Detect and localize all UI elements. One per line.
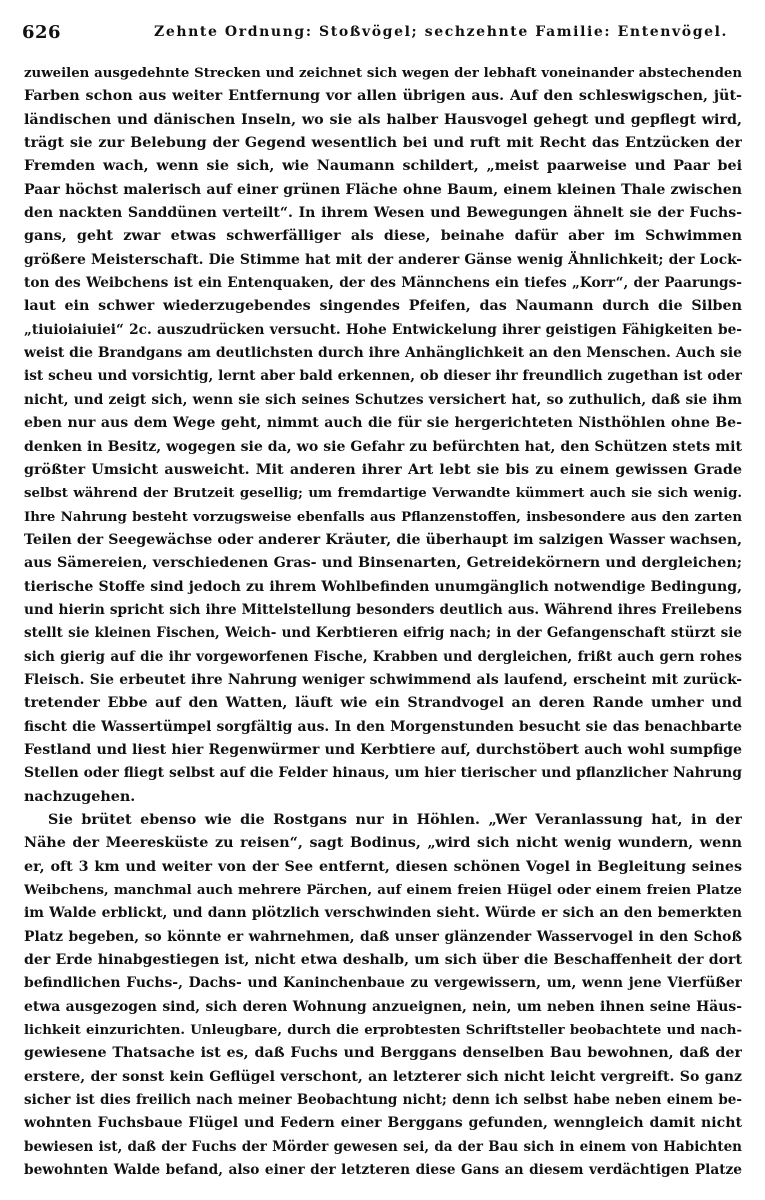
text-line: Fremden wach, wenn sie sich, wie Naumann schildert, „meist paarweise und Paar bei: [24, 158, 742, 175]
text-line: „tiuioiaiuiei“ 2c. auszudrücken versucht. Hohe Entwickelung ihrer geistigen Fähigkeiten be-: [24, 321, 742, 338]
text-line: denken in Besitz, wogegen sie da, wo sie Gefahr zu befürchten hat, den Schützen stets mit: [24, 438, 742, 455]
text-line: der Erde hinabgestiegen ist, nicht etwa deshalb, um sich über die Beschaffenheit der dort: [24, 952, 742, 969]
text-line: erstere, der sonst kein Geflügel verschont, an letzterer sich nicht leicht vergreift. So ganz: [24, 1068, 742, 1085]
text-line: wohnten Fuchsbaue Flügel und Federn einer Berggans gefunden, wenngleich damit nicht: [24, 1115, 742, 1132]
text-line: Weibchens, manchmal auch mehrere Pärchen, auf einem freien Hügel oder einem freien Platze: [24, 883, 742, 899]
text-line: stellt sie kleinen Fischen, Weich- und Kerbtieren eifrig nach; in der Gefangenschaft stürzt sie: [24, 625, 742, 642]
text-line: aus Sämereien, verschiedenen Gras- und Binsenarten, Getreidekörnern und dergleichen;: [24, 555, 742, 572]
text-line: eben nur aus dem Wege geht, nimmt auch die für sie hergerichteten Nisthöhlen ohne Be-: [24, 415, 742, 432]
text-line: nachzugehen.: [24, 788, 136, 805]
text-line: etwa ausgezogen sind, sich deren Wohnung anzueignen, nein, um neben ihnen seine Häus-: [24, 998, 742, 1015]
running-head: Zehnte Ordnung: Stoßvögel; sechzehnte Familie: Entenvögel.: [154, 24, 729, 40]
text-line: Farben schon aus weiter Entfernung vor allen übrigen aus. Auf den schleswigschen, jüt-: [24, 88, 742, 105]
text-line: fischt die Wassertümpel sorgfältig aus. In den Morgenstunden besucht sie das benachbarte: [24, 718, 742, 735]
text-line: laut ein schwer wiederzugebendes singendes Pfeifen, das Naumann durch die Silben: [24, 298, 742, 315]
text-line: befindlichen Fuchs-, Dachs- und Kaninchenbaue zu vergewissern, um, wenn jene Vierfüßer: [24, 975, 742, 992]
text-line: Sie brütet ebenso wie die Rostgans nur in Höhlen. „Wer Veranlassung hat, in der: [48, 812, 742, 828]
text-line: ländischen und dänischen Inseln, wo sie als halber Hausvogel gehegt und gepflegt wird,: [24, 111, 742, 128]
text-line: größter Umsicht ausweicht. Mit anderen ihrer Art lebt sie bis zu einem gewissen Grade: [24, 461, 742, 478]
text-line: bewohnten Walde befand, also einer der letzteren diese Gans an diesem verdächtigen Platze: [24, 1162, 742, 1179]
text-line: gans, geht zwar etwas schwerfälliger als diese, beinahe dafür aber im Schwimmen: [24, 228, 742, 245]
text-line: ist scheu und vorsichtig, lernt aber bald erkennen, ob dieser ihr freundlich zugethan ist oder: [24, 368, 742, 385]
text-line: Fleisch. Sie erbeutet ihre Nahrung weniger schwimmend als laufend, erscheint mit zurück-: [24, 671, 742, 688]
text-line: Ihre Nahrung besteht vorzugsweise ebenfalls aus Pflanzenstoffen, insbesondere aus den zarten: [24, 509, 742, 525]
text-line: weist die Brandgans am deutlichsten durch ihre Anhänglichkeit an den Menschen. Auch sie: [24, 345, 742, 362]
text-line: ton des Weibchens ist ein Entenquaken, der des Männchens ein tiefes „Korr“, der Paarungs-: [24, 275, 742, 292]
text-line: tierische Stoffe sind jedoch zu ihrem Wohlbefinden unumgänglich notwendige Bedingung,: [24, 578, 742, 595]
text-line: lichkeit einzurichten. Unleugbare, durch die erprobtesten Schriftsteller beobachtete und nach-: [24, 1023, 742, 1039]
page-header: [22, 22, 742, 48]
text-line: bewiesen ist, daß der Fuchs der Mörder gewesen sei, da der Bau sich in einem von Habichten: [24, 1138, 742, 1155]
text-line: nicht, und zeigt sich, wenn sie sich seines Schutzes versichert hat, so zuthulich, daß sie ihm: [24, 391, 742, 408]
text-line: trägt sie zur Belebung der Gegend wesentlich bei und ruft mit Recht das Entzücken der: [24, 135, 742, 152]
text-line: Paar höchst malerisch auf einer grünen Fläche ohne Baum, einem kleinen Thale zwischen: [24, 181, 742, 198]
text-line: er, oft 3 km und weiter von der See entfernt, diesen schönen Vogel in Begleitung seines: [24, 858, 742, 875]
text-line: zuweilen ausgedehnte Strecken und zeichnet sich wegen der lebhaft voneinander abstechenden: [24, 66, 742, 81]
text-line: im Walde erblickt, und dann plötzlich verschwinden sieht. Würde er sich an den bemerkten: [24, 905, 742, 922]
text-line: sicher ist dies freilich nach meiner Beobachtung nicht; denn ich selbst habe neben einem be-: [24, 1092, 742, 1109]
text-line: Stellen oder fliegt selbst auf die Felder hinaus, um hier tierischer und pflanzlicher Nahrung: [24, 765, 742, 782]
page-number: 626: [22, 22, 62, 43]
text-line: den nackten Sanddünen verteilt“. In ihrem Wesen und Bewegungen ähnelt sie der Fuchs-: [24, 205, 742, 222]
text-line: größere Meisterschaft. Die Stimme hat mit der anderer Gänse wenig Ähnlichkeit; der Lock-: [24, 251, 742, 268]
text-line: tretender Ebbe auf den Watten, läuft wie ein Strandvogel an deren Rande umher und: [24, 695, 742, 712]
text-line: Nähe der Meeresküste zu reisen“, sagt Bodinus, „wird sich nicht wenig wundern, wenn: [24, 835, 742, 852]
text-line: selbst während der Brutzeit gesellig; um fremdartige Verwandte kümmert auch sie sich wenig.: [24, 486, 742, 502]
text-line: Teilen der Seegewächse oder anderer Kräuter, die überhaupt im salzigen Wasser wachsen,: [24, 531, 742, 548]
text-line: und hierin spricht sich ihre Mittelstellung besonders deutlich aus. Während ihres Freilebens: [24, 601, 742, 618]
text-line: Festland und liest hier Regenwürmer und Kerbtiere auf, durchstöbert auch wohl sumpfige: [24, 741, 742, 758]
text-line: Platz begeben, so könnte er wahrnehmen, daß unser glänzender Wasservogel in den Schoß: [24, 928, 742, 945]
body-text: [24, 62, 742, 1183]
text-line: sich gierig auf die ihr vorgeworfenen Fische, Krabben und dergleichen, frißt auch gern rohes: [24, 648, 742, 665]
text-line: gewiesene Thatsache ist es, daß Fuchs und Berggans denselben Bau bewohnen, daß der: [24, 1045, 742, 1062]
